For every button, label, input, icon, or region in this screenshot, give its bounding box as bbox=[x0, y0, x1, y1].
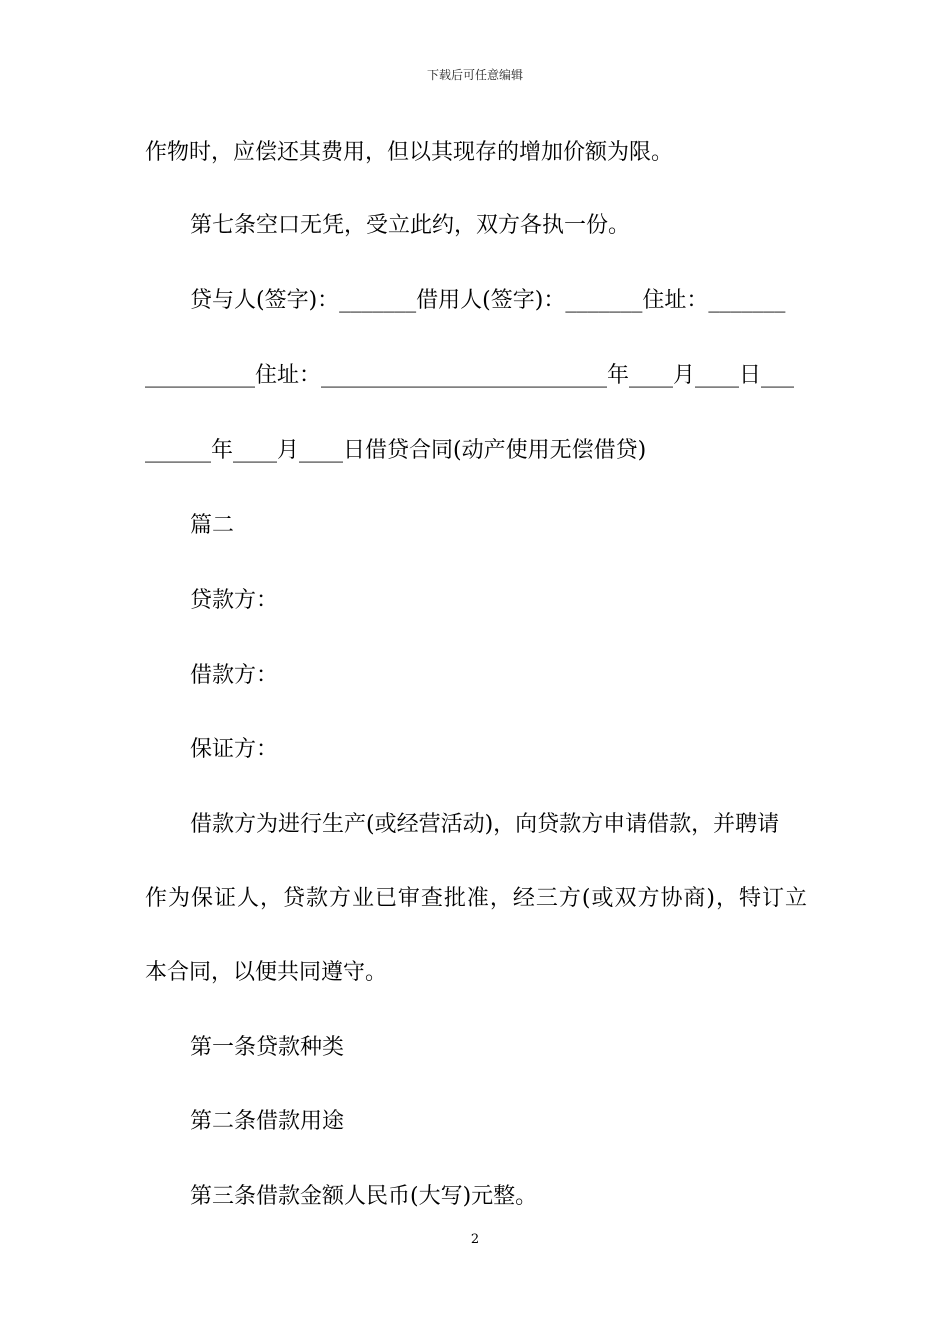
article-1: 第一条贷款种类 bbox=[190, 1035, 345, 1060]
section-heading: 篇二 bbox=[190, 513, 235, 538]
paragraph-line-3: 本合同，以便共同遵守。 bbox=[145, 960, 388, 985]
article-3: 第三条借款金额人民币(大写)元整。 bbox=[190, 1184, 538, 1209]
page-number: 2 bbox=[470, 1232, 480, 1247]
article-2: 第二条借款用途 bbox=[190, 1109, 345, 1134]
borrower-label: 借款方： bbox=[190, 663, 279, 688]
signature-line-1: 贷与人(签字)：_______借用人(签字)：_______住址：_______ bbox=[190, 288, 786, 313]
guarantor-label: 保证方： bbox=[190, 737, 279, 762]
lender-label: 贷款方： bbox=[190, 588, 279, 613]
text-line-2: 第七条空口无凭，受立此约，双方各执一份。 bbox=[190, 213, 631, 238]
paragraph-line-2: 作为保证人，贷款方业已审查批准，经三方(或双方协商)，特订立 bbox=[145, 886, 807, 911]
signature-line-2: __________住址：__________________________年____月____日___ bbox=[145, 363, 795, 388]
text-line-1: 作物时，应偿还其费用，但以其现存的增加价额为限。 bbox=[145, 140, 674, 165]
paragraph-line-1: 借款方为进行生产(或经营活动)，向贷款方申请借款，并聘请 bbox=[190, 812, 780, 837]
contract-title-line: ______年____月____日借贷合同(动产使用无偿借贷) bbox=[145, 438, 647, 463]
page-header: 下载后可任意编辑 bbox=[426, 68, 523, 82]
